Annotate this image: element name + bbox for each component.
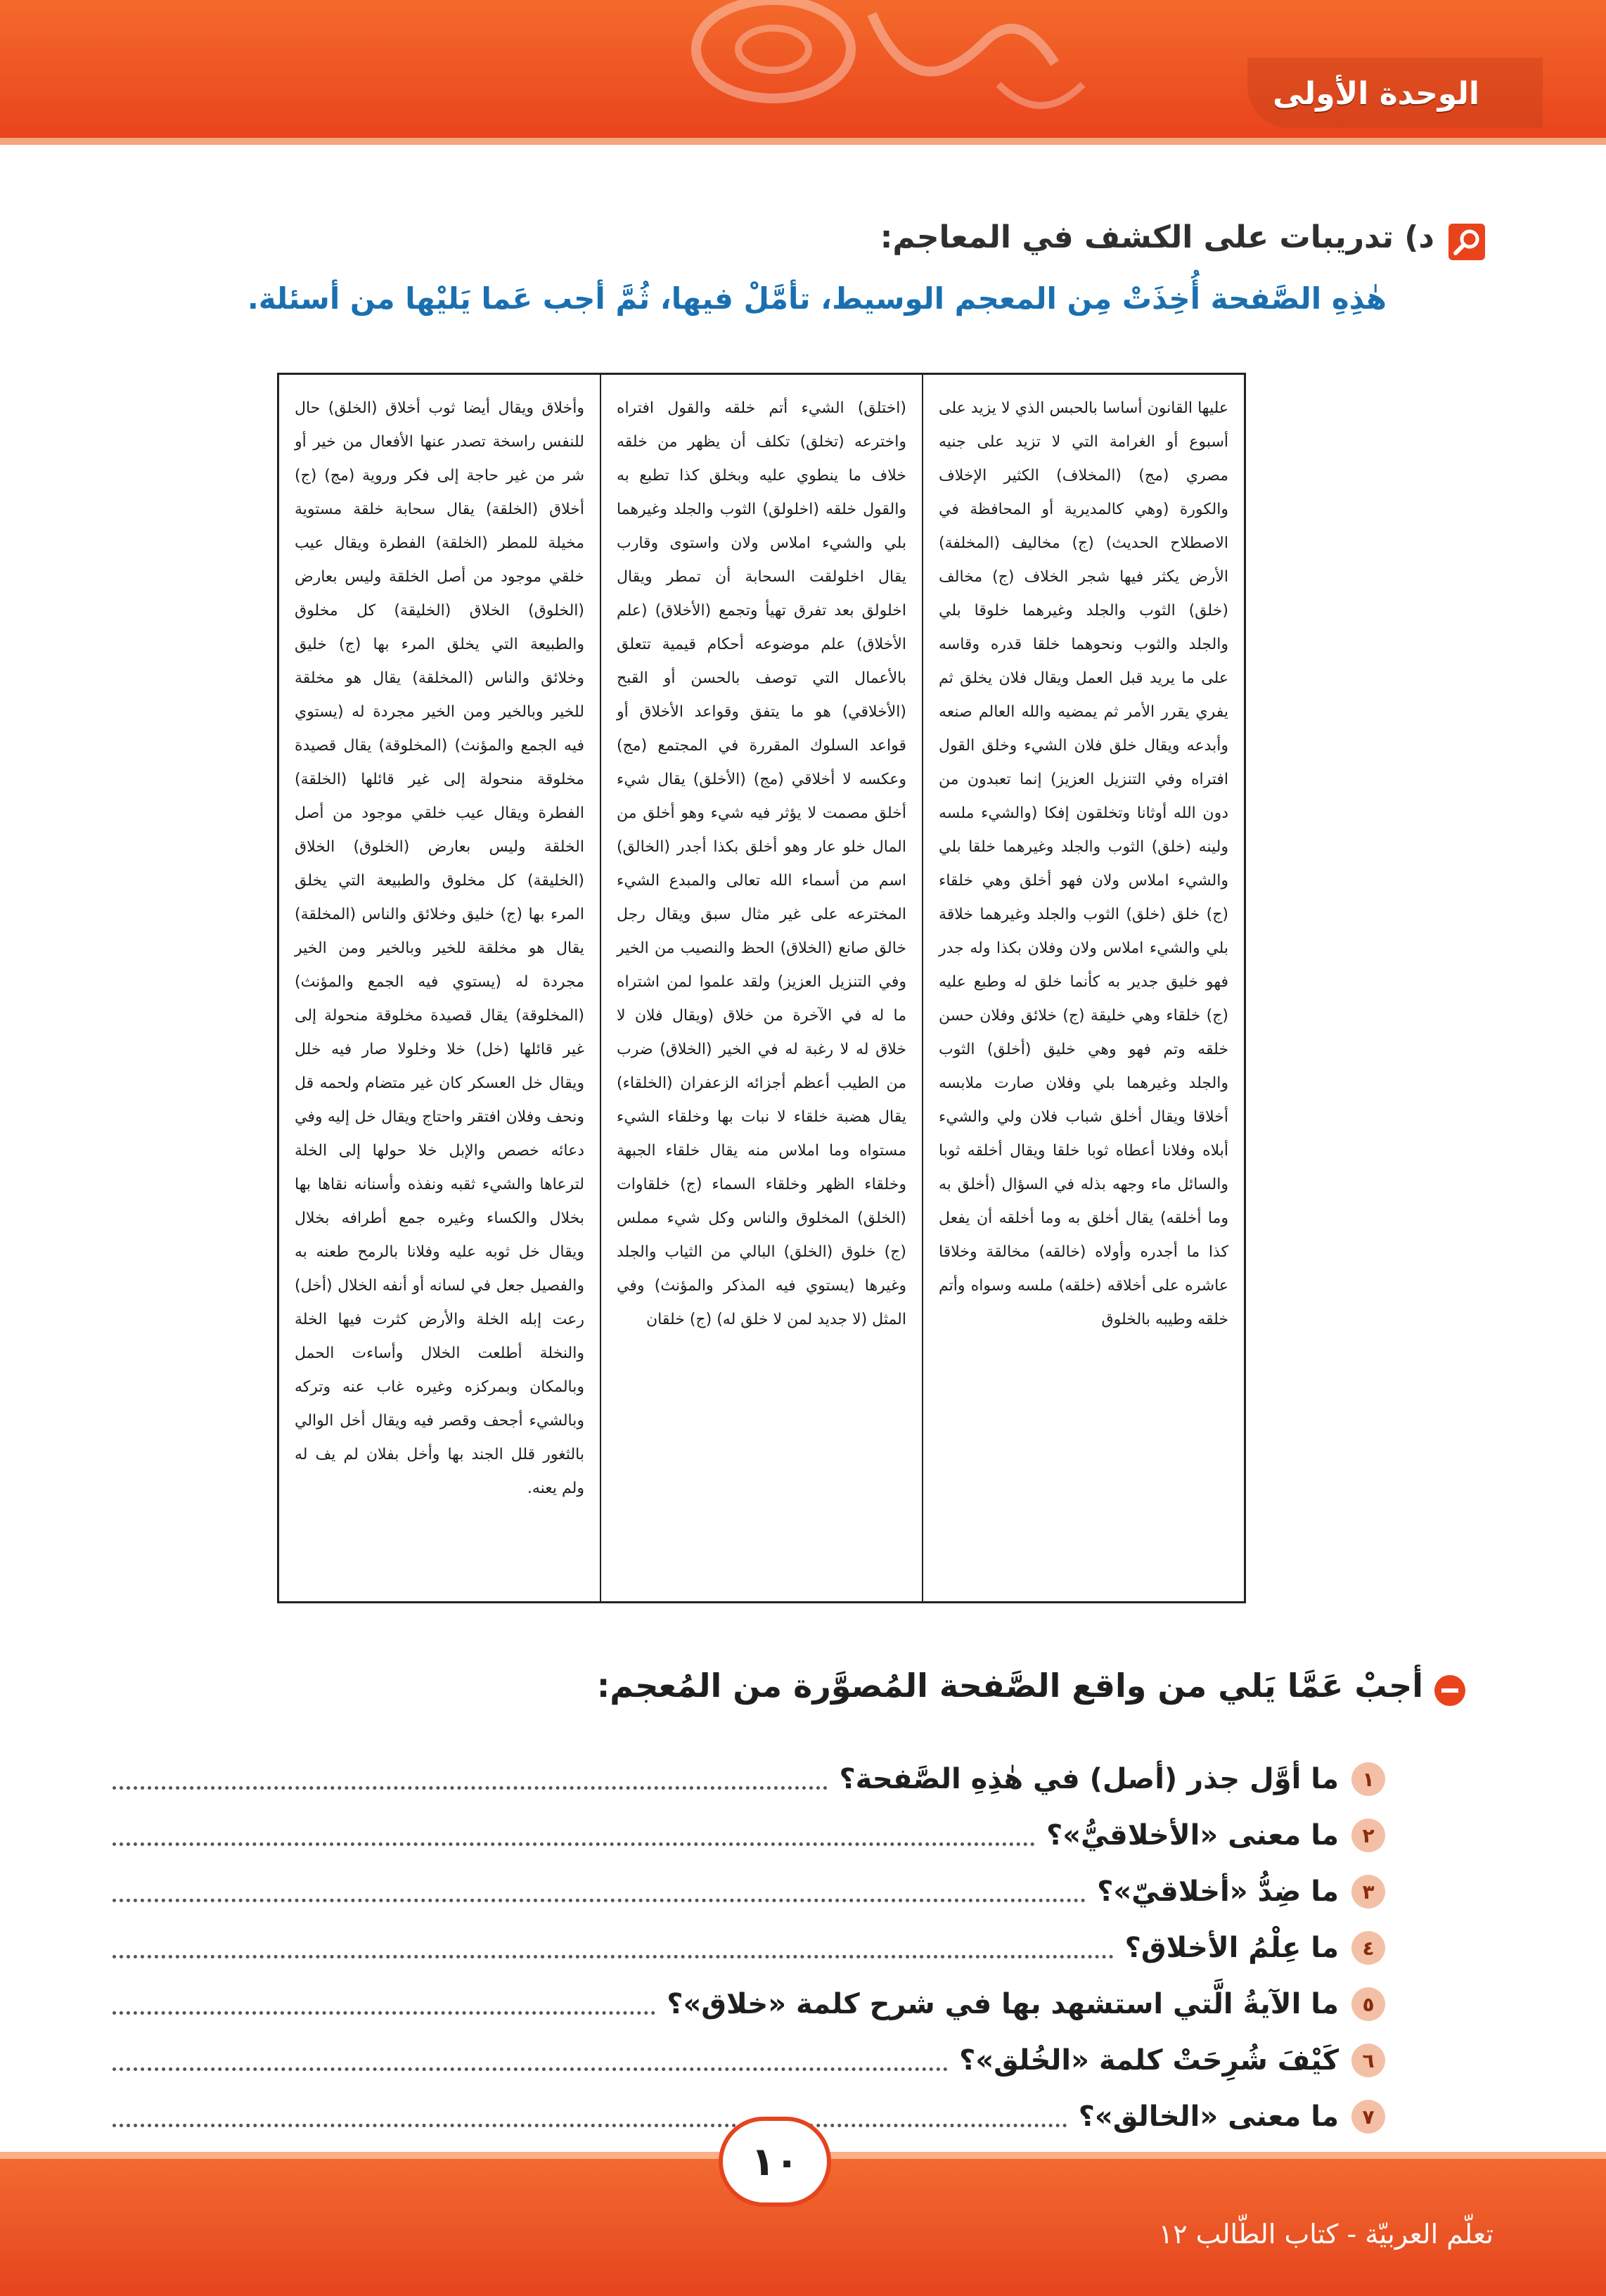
answer-line[interactable] bbox=[113, 1842, 1035, 1846]
dictionary-column-right bbox=[922, 375, 1244, 1601]
unit-title: الوحدة الأولى bbox=[1273, 76, 1479, 112]
question-text: ما أوَّل جذر (أصل) في هٰذِهِ الصَّفحة؟ bbox=[839, 1763, 1339, 1795]
questions-list bbox=[113, 1751, 1385, 2145]
question-text: كَيْفَ شُرِحَتْ كلمة «الخُلق»؟ bbox=[959, 2044, 1339, 2077]
dictionary-column-text: عليها القانون أساسا بالحبس الذي لا يزيد على أسبوع أو الغرامة التي لا تزيد على جنيه مصري (مج) (المخلاف) الكثير الإخلاف والكورة (وهي كالمديرية أو المحافظة في الاصطلاح الحديث) (ج) مخاليف (المخلفة) الأرض يكثر فيها شجر الخلاف (ج) مخالف (خلق) الثوب والجلد وغيرهما خلوقا بلي والجلد والثوب ونحوهما خلقا قدره وقاسه على ما يريد قبل العمل ويقال فلان يخلق ثم يفري يقرر الأمر ثم يمضيه والله العالم صنعه وأبدعه ويقال خلق فلان الشيء وخلق القول افتراه وفي التنزيل العزيز) إنما تعبدون من دون الله أوثانا وتخلقون إفكا (والشيء ملسه ولينه (خلق) الثوب والجلد وغيرهما خلقا بلي والشيء املاس ولان فهو أخلق وهي خلقاء (ج) خلق (خلق) الثوب والجلد وغيرهما خلاقة بلي والشيء املاس ولان وفلان بكذا وله جدر فهو خليق جدير به كأنما خلق له وطبع عليه (ج) خلقاء وهي خليقة (ج) خلائق وفلان حسن خلقه وتم فهو وهي خليق (أخلق) الثوب والجلد وغيرهما بلي وفلان صارت ملابسه أخلاقا ويقال أخلق شباب فلان ولي والشيء أبلاه وفلانا أعطاه ثوبا خلقا ويقال أخلقه ثوبا والسائل ماء وجهه بذله في السؤال (أخلق به وما أخلقه) يقال أخلق به وما أخلقه أن يفعل كذا ما أجدره وأولاه (خالقه) مخالقة وخلاقا عاشره على أخلاقه (خلقه) ملسه وسواه وأتم خلقه وطيبه بالخلوق bbox=[939, 399, 1228, 1328]
question-number: ٢ bbox=[1351, 1819, 1385, 1852]
dictionary-column-left bbox=[279, 375, 600, 1601]
question-row bbox=[113, 1976, 1385, 2032]
dictionary-column-middle bbox=[600, 375, 922, 1601]
question-text: ما معنى «الخالق»؟ bbox=[1078, 2101, 1339, 2133]
page-number: ١٠ bbox=[719, 2117, 831, 2207]
question-number: ٤ bbox=[1351, 1931, 1385, 1965]
decorative-letters-graphic bbox=[689, 0, 1125, 141]
question-row bbox=[113, 1920, 1385, 1976]
answer-line[interactable] bbox=[113, 1899, 1086, 1902]
answer-line[interactable] bbox=[113, 1955, 1114, 1958]
answer-line[interactable] bbox=[113, 2067, 948, 2071]
header-divider bbox=[0, 138, 1606, 145]
question-row bbox=[113, 2032, 1385, 2089]
questions-heading: أجبْ عَمَّا يَلي من واقع الصَّفحة المُصوَّرة من المُعجم: bbox=[596, 1667, 1423, 1705]
book-title: تعلّم العربيّة - كتاب الطّالب ١٢ bbox=[1158, 2219, 1493, 2250]
question-row bbox=[113, 1751, 1385, 1807]
dictionary-column-text: (اختلق) الشيء أتم خلقه والقول افتراه واخترعه (تخلق) تكلف أن يظهر من خلقه خلاف ما ينطوي عليه وبخلق كذا تطبع به والقول خلقه (اخلولق) الثوب والجلد وغيرهما بلي والشيء املاس ولان واستوى وقارب يقال اخلولقت السحابة أن تمطر ويقال اخلولق بعد تفرق تهيأ وتجمع (الأخلاق) (علم الأخلاق) علم موضوعه أحكام قيمية تتعلق بالأعمال التي توصف بالحسن أو القبح (الأخلاقي) هو ما يتفق وقواعد الأخلاق أو قواعد السلوك المقررة في المجتمع (مج) وعكسه لا أخلاقي (مج) (الأخلق) يقال شيء أخلق مصمت لا يؤثر فيه شيء وهو أخلق من المال خلو عار وهو أخلق بكذا أجدر (الخالق) اسم من أسماء الله تعالى والمبدع الشيء المخترعه على غير مثال سبق ويقال رجل خالق صانع (الخلاق) الحظ والنصيب من الخير وفي التنزيل العزيز) ولقد علموا لمن اشتراه ما له في الآخرة من خلاق (ويقال فلان لا خلاق له لا رغبة له في الخير (الخلاق) ضرب من الطيب أعظم أجزائه الزعفران (الخلقاء) يقال هضبة خلقاء لا نبات بها وخلقاء الشيء مستواه وما املاس منه يقال خلقاء الجبهة وخلقاء الظهر وخلقاء السماء (ج) خلقاوات (الخلق) المخلوق والناس وكل شيء مملس (ج) خلوق (الخلق) البالي من الثياب والجلد وغيرها (يستوي فيه المذكر والمؤنث) وفي المثل (لا جديد لمن لا خلق له) (ج) خلقان bbox=[617, 399, 906, 1328]
question-number: ١ bbox=[1351, 1762, 1385, 1796]
answer-line[interactable] bbox=[113, 2124, 1067, 2127]
minus-bullet-icon bbox=[1434, 1675, 1465, 1706]
answer-line[interactable] bbox=[113, 1786, 828, 1790]
dictionary-excerpt bbox=[277, 373, 1246, 1603]
dictionary-column-text: وأخلاق ويقال أيضا ثوب أخلاق (الخلق) حال للنفس راسخة تصدر عنها الأفعال من خير أو شر من غير حاجة إلى فكر وروية (مج) (ج) أخلاق (الخلقة) يقال سحابة خلقة مستوية مخيلة للمطر (الخلقة) الفطرة ويقال عيب خلقي موجود من أصل الخلقة وليس بعارض (الخلوق) الخلاق (الخليقة) كل مخلوق والطبيعة التي يخلق المرء بها (ج) خليق وخلائق والناس (المخلقة) يقال هو مخلقة للخير وبالخير ومن الخير مجردة له (يستوي فيه الجمع والمؤنث) (المخلوقة) يقال قصيدة مخلوقة منحولة إلى غير قائلها (الخلقة) الفطرة ويقال عيب خلقي موجود من أصل الخلقة وليس بعارض (الخلوق) الخلاق (الخليقة) كل مخلوق والطبيعة التي يخلق المرء بها (ج) خليق وخلائق والناس (المخلقة) يقال هو مخلقة للخير وبالخير ومن الخير مجردة له (يستوي فيه الجمع والمؤنث) (المخلوقة) يقال قصيدة مخلوقة منحولة إلى غير قائلها (خل) خلا وخلولا صار فيه خلل ويقال خل العسكر كان غير متضام ولحمه قل ونحف وفلان افتقر واحتاج ويقال خل إليه وفي دعائه خصص والإبل خلا حولها إلى الخلة لترعاها والشيء ثقبه ونفذه وأسنانه نقاها بها بخلال والكساء وغيره جمع أطرافه بخلال ويقال خل ثوبه عليه وفلانا بالرمح طعنه به والفصيل جعل في لسانه أو أنفه الخلال (أخل) رعت إبله الخلة والأرض كثرت فيها الخلة والنخلة أطلعت الخلال وأساءت الحمل وبالمكان وبمركزه وغيره غاب عنه وتركه وبالشيء أجحف وقصر فيه ويقال أخل الوالي بالثغور قلل الجند بها وأخل بفلان لم يف له ولم يعنه. bbox=[295, 399, 584, 1497]
question-text: ما معنى «الأخلاقيُّ»؟ bbox=[1046, 1819, 1339, 1852]
question-row bbox=[113, 1807, 1385, 1864]
section-instructions: هٰذِهِ الصَّفحة أُخِذَتْ مِن المعجم الوسيط، تأمَّلْ فيها، ثُمَّ أجب عَما يَليْها من أسئلة. bbox=[247, 281, 1387, 316]
question-text: ما الآيةُ الَّتي استشهد بها في شرح كلمة «خلاق»؟ bbox=[667, 1988, 1339, 2020]
page-header bbox=[0, 0, 1606, 141]
question-number: ٥ bbox=[1351, 1987, 1385, 2021]
question-number: ٦ bbox=[1351, 2044, 1385, 2077]
question-number: ٧ bbox=[1351, 2100, 1385, 2134]
magnifier-icon bbox=[1448, 224, 1485, 260]
question-text: ما ضِدُّ «أخلاقيّ»؟ bbox=[1097, 1875, 1339, 1908]
answer-line[interactable] bbox=[113, 2011, 655, 2015]
question-number: ٣ bbox=[1351, 1875, 1385, 1909]
section-title: د) تدريبات على الكشف في المعاجم: bbox=[880, 219, 1434, 255]
question-row bbox=[113, 1864, 1385, 1920]
question-text: ما عِلْمُ الأخلاق؟ bbox=[1124, 1932, 1339, 1964]
